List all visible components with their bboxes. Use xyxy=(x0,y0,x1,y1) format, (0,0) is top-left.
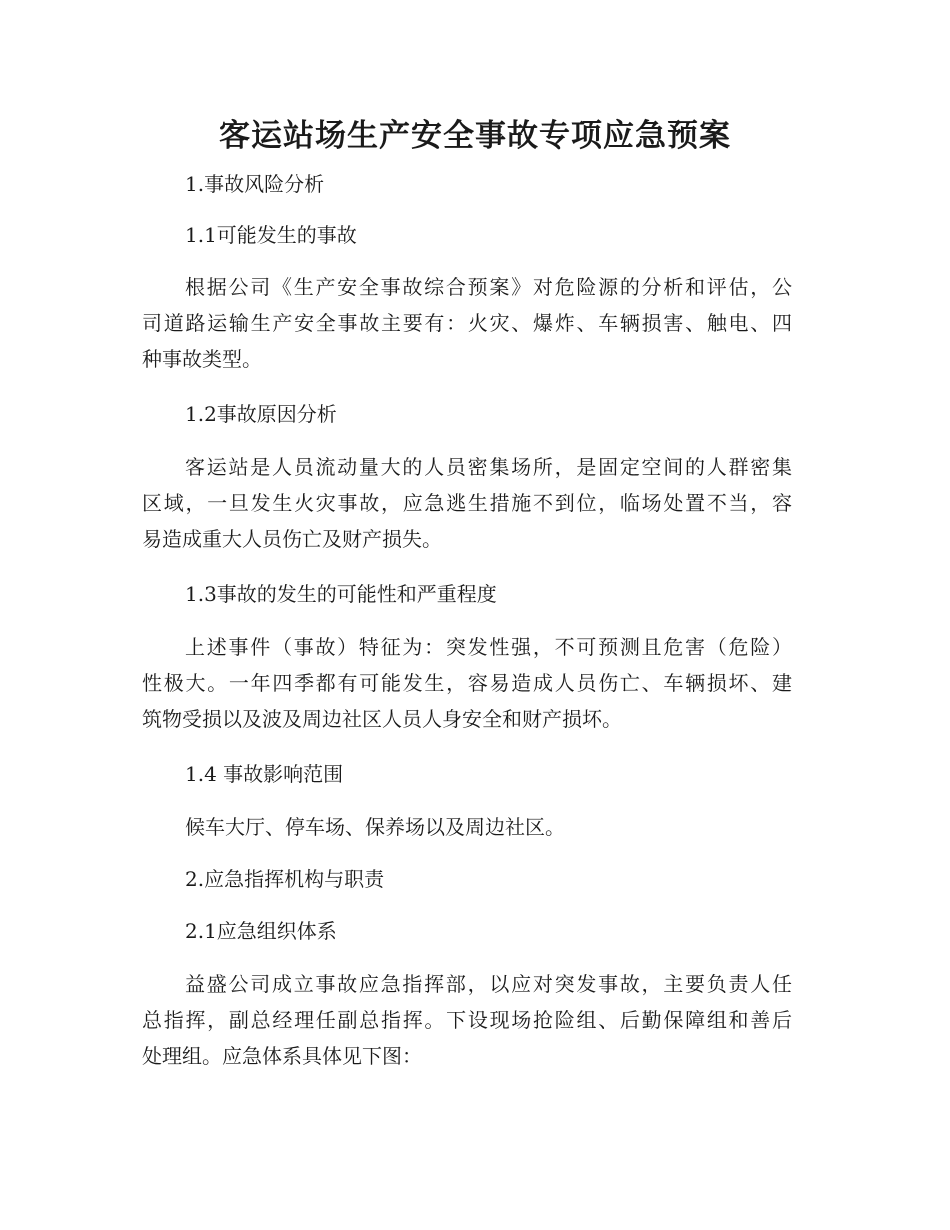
paragraph-line: 处理组。应急体系具体见下图： xyxy=(142,1044,422,1068)
paragraph-line: 候车大厅、停车场、保养场以及周边社区。 xyxy=(185,815,565,839)
paragraph-line: 种事故类型。 xyxy=(142,347,262,371)
paragraph-line: 客运站是人员流动量大的人员密集场所，是固定空间的人群密集 xyxy=(185,455,792,479)
paragraph-line: 益盛公司成立事故应急指挥部，以应对突发事故，主要负责人任 xyxy=(185,972,792,996)
document-title: 客运站场生产安全事故专项应急预案 xyxy=(219,118,731,154)
section-heading-1-4: 1.4 事故影响范围 xyxy=(185,762,344,786)
section-heading-1-3: 1.3事故的发生的可能性和严重程度 xyxy=(185,582,497,606)
section-heading-2-1: 2.1应急组织体系 xyxy=(185,919,337,943)
paragraph-line: 总指挥，副总经理任副总指挥。下设现场抢险组、后勤保障组和善后 xyxy=(142,1008,792,1032)
paragraph-line: 性极大。一年四季都有可能发生，容易造成人员伤亡、车辆损坏、建 xyxy=(142,671,792,695)
paragraph-line: 根据公司《生产安全事故综合预案》对危险源的分析和评估，公 xyxy=(185,275,792,299)
section-heading-1-1: 1.1可能发生的事故 xyxy=(185,223,357,247)
paragraph-line: 司道路运输生产安全事故主要有：火灾、爆炸、车辆损害、触电、四 xyxy=(142,311,792,335)
section-heading-2: 2.应急指挥机构与职责 xyxy=(185,867,385,891)
paragraph-line: 上述事件（事故）特征为：突发性强，不可预测且危害（危险） xyxy=(185,635,792,659)
paragraph-line: 筑物受损以及波及周边社区人员人身安全和财产损坏。 xyxy=(142,707,622,731)
section-heading-1: 1.事故风险分析 xyxy=(185,172,325,196)
paragraph-line: 区域，一旦发生火灾事故，应急逃生措施不到位，临场处置不当，容 xyxy=(142,491,792,515)
section-heading-1-2: 1.2事故原因分析 xyxy=(185,402,337,426)
paragraph-line: 易造成重大人员伤亡及财产损失。 xyxy=(142,527,442,551)
